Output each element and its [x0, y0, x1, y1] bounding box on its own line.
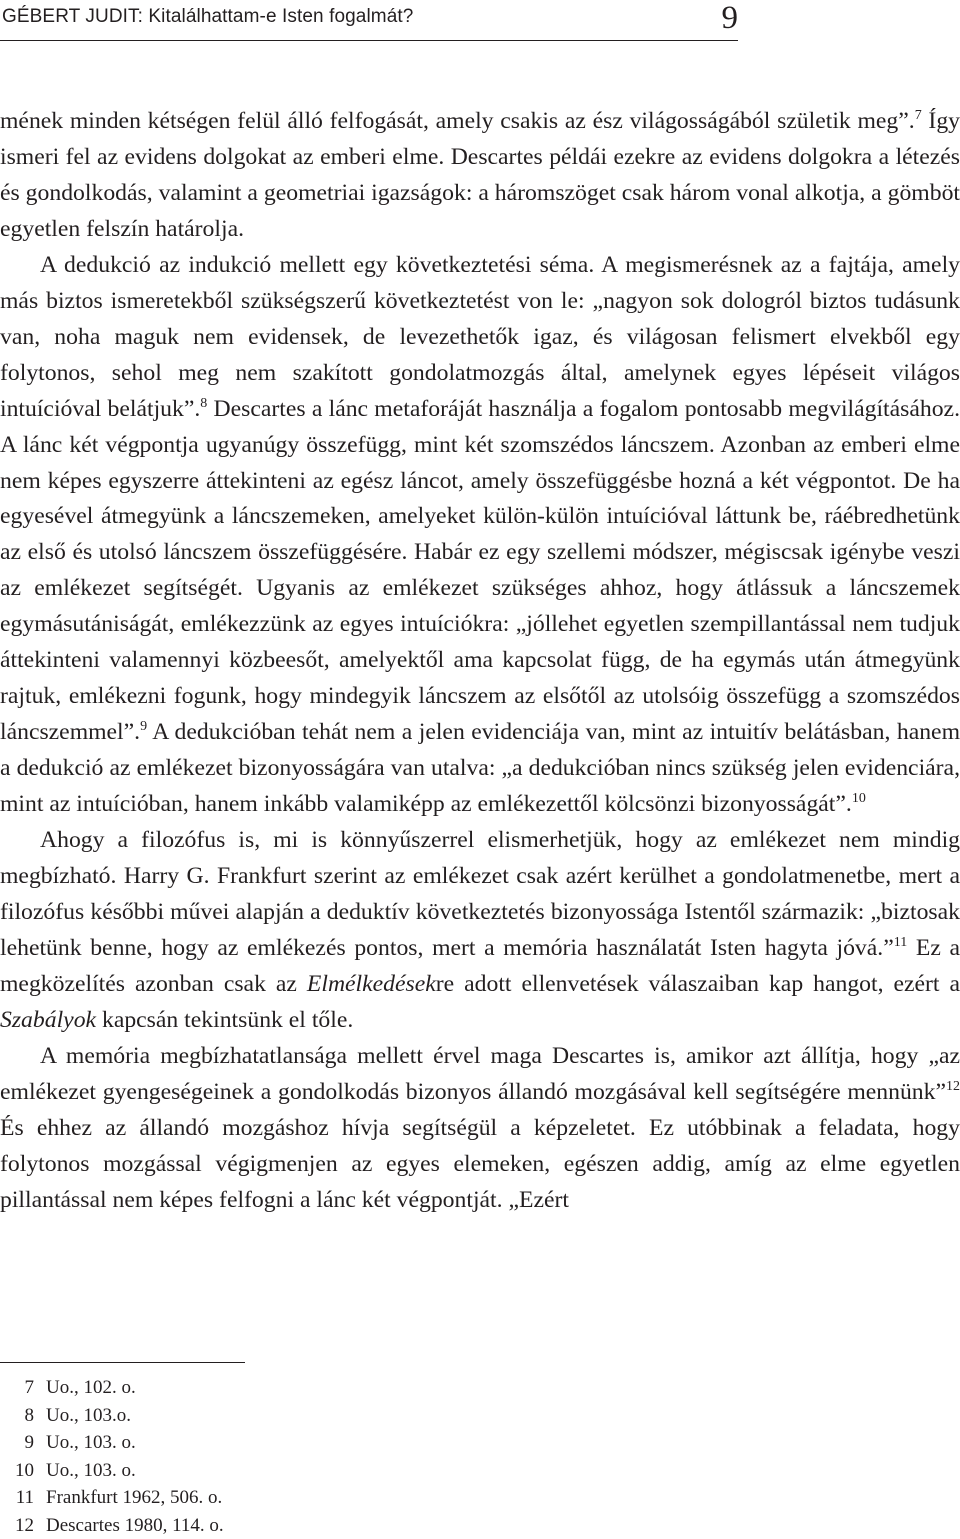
footnote-number: 12	[0, 1512, 46, 1539]
footnote-number: 7	[0, 1374, 46, 1402]
footnote-number: 11	[0, 1484, 46, 1512]
paragraph-text: A dedukcióban tehát nem a jelen evidenciája van, mint az intuitív belátásban, hanem a dedukció az emlékezet bizonyosságára van utalva: „a dedukcióban nincs szükség jelen evidenciára, mint az intuícióban, hanem inkább valamiképp az emlékezettől kölcsönzi bizonyosságát”.	[0, 719, 960, 817]
footnote-number: 9	[0, 1429, 46, 1457]
paragraph-1	[0, 104, 960, 248]
paragraph-3	[0, 823, 960, 1039]
paragraph-text: kapcsán tekintsünk el tőle.	[96, 1007, 353, 1033]
paragraph-4	[0, 1039, 960, 1219]
footnote-text: Uo., 103. o.	[46, 1429, 136, 1457]
footnote-ref-11[interactable]: 11	[894, 935, 907, 950]
paragraph-text: re adott ellenvetések válaszaiban kap hangot, ezért a	[436, 971, 960, 997]
page-number: 9	[722, 0, 739, 38]
footnote-12	[0, 1512, 700, 1539]
running-title: GÉBERT JUDIT: Kitalálhattam-e Isten fogalmát?	[2, 6, 413, 28]
paragraph-text: Ahogy a filozófus is, mi is könnyűszerrel elismerhetjük, hogy az emlékezet nem mindig megbízható. Harry G. Frankfurt szerint az emlékezet csak azért kerülhet a gondolatmenetbe, mert a filozófus későbbi művei alapján a deduktív következtetés bizonyossága Istentől származik: „biztosak lehetünk benne, hogy az emlékezés pontos, mert a memória használatát Isten hagyta jóvá.”	[0, 827, 960, 961]
footnote-text: Frankfurt 1962, 506. o.	[46, 1484, 222, 1512]
footnote-7	[0, 1374, 700, 1402]
paragraph-2	[0, 248, 960, 823]
footnote-text: Uo., 103. o.	[46, 1457, 136, 1485]
footnote-9	[0, 1429, 700, 1457]
footnote-ref-10[interactable]: 10	[852, 791, 866, 806]
footnote-8	[0, 1402, 700, 1430]
footnote-text: Uo., 103.o.	[46, 1402, 131, 1430]
footnote-ref-9[interactable]: 9	[140, 719, 147, 734]
running-header	[0, 0, 738, 41]
footnotes	[0, 1374, 700, 1539]
body-text	[0, 104, 960, 1219]
paragraph-text: mének minden kétségen felül álló felfogását, amely csakis az ész világosságából születik meg”.	[0, 108, 915, 134]
footnote-ref-7[interactable]: 7	[915, 108, 922, 123]
footnote-number: 10	[0, 1457, 46, 1485]
footnote-text: Uo., 102. o.	[46, 1374, 136, 1402]
footnote-number: 8	[0, 1402, 46, 1430]
paragraph-text: Így ismeri fel az evidens dolgokat az emberi elme. Descartes példái ezekre az evidens dolgokra a létezés és gondolkodás, valamint a geometriai igazságok: a háromszöget csak három vonal alkotja, a gömböt egyetlen felszín határolja.	[0, 108, 960, 242]
footnote-11	[0, 1484, 700, 1512]
paragraph-text: A dedukció az indukció mellett egy következtetési séma. A megismerésnek az a fajtája, amely más biztos ismeretekből szükségszerű következtetést von le: „nagyon sok dologról biztos tudásunk van, noha maguk nem evidensek, de levezethetők igaz, és világosan felismert elvekből egy folytonos, sehol meg nem szakított gondolatmozgás által, amelynek egyes lépéseit világos intuícióval belátjuk”.	[0, 252, 960, 422]
work-title-szabalyok: Szabályok	[0, 1007, 96, 1033]
footnote-ref-8[interactable]: 8	[200, 396, 207, 411]
paragraph-text: Ez a megközelítés azonban csak az	[0, 935, 960, 997]
footnote-10	[0, 1457, 700, 1485]
paragraph-text: A memória megbízhatatlansága mellett érvel maga Descartes is, amikor azt állítja, hogy „az emlékezet gyengeségeinek a gondolkodás bizonyos állandó mozgásával kell segítségére mennünk”	[0, 1043, 960, 1105]
paragraph-text: És ehhez az állandó mozgáshoz hívja segítségül a képzeletet. Ez utóbbinak a feladata, hogy folytonos mozgással végigmenjen az egyes elemeken, egészen addig, amíg az elme egyetlen pillantással nem képes felfogni a lánc két végpontját. „Ezért	[0, 1115, 960, 1213]
footnote-text: Descartes 1980, 114. o.	[46, 1512, 224, 1539]
footnote-divider	[0, 1362, 245, 1363]
work-title-elmelkedesek: Elmélkedések	[307, 971, 436, 997]
paragraph-text: Descartes a lánc metaforáját használja a fogalom pontosabb megvilágításához. A lánc két végpontja ugyanúgy összefügg, mint két szomszédos láncszem. Azonban az emberi elme nem képes egyszerre áttekinteni az egész láncot, amely összefüggésbe hozná a két végpontot. De ha egyesével átmegyünk a láncszemeken, amelyeket külön-külön intuícióval láttunk be, ráébredhetünk az első és utolsó láncszem összefüggésére. Habár ez egy szellemi módszer, mégiscsak igénybe veszi az emlékezet segítségét. Ugyanis az emlékezet szükséges ahhoz, hogy átlássuk a láncszemek egymásutániságát, emlékezzünk az egyes intuíciókra: „jóllehet egyetlen szempillantással nem tudjuk áttekinteni valamennyi közbeesőt, amelyektől ama kapcsolat függ, de ha egymás után átmegyünk rajtuk, emlékezni fogunk, hogy mindegyik láncszem az elsőtől az utolsóig összefügg a szomszédos láncszemmel”.	[0, 396, 960, 746]
footnote-ref-12[interactable]: 12	[946, 1079, 960, 1094]
